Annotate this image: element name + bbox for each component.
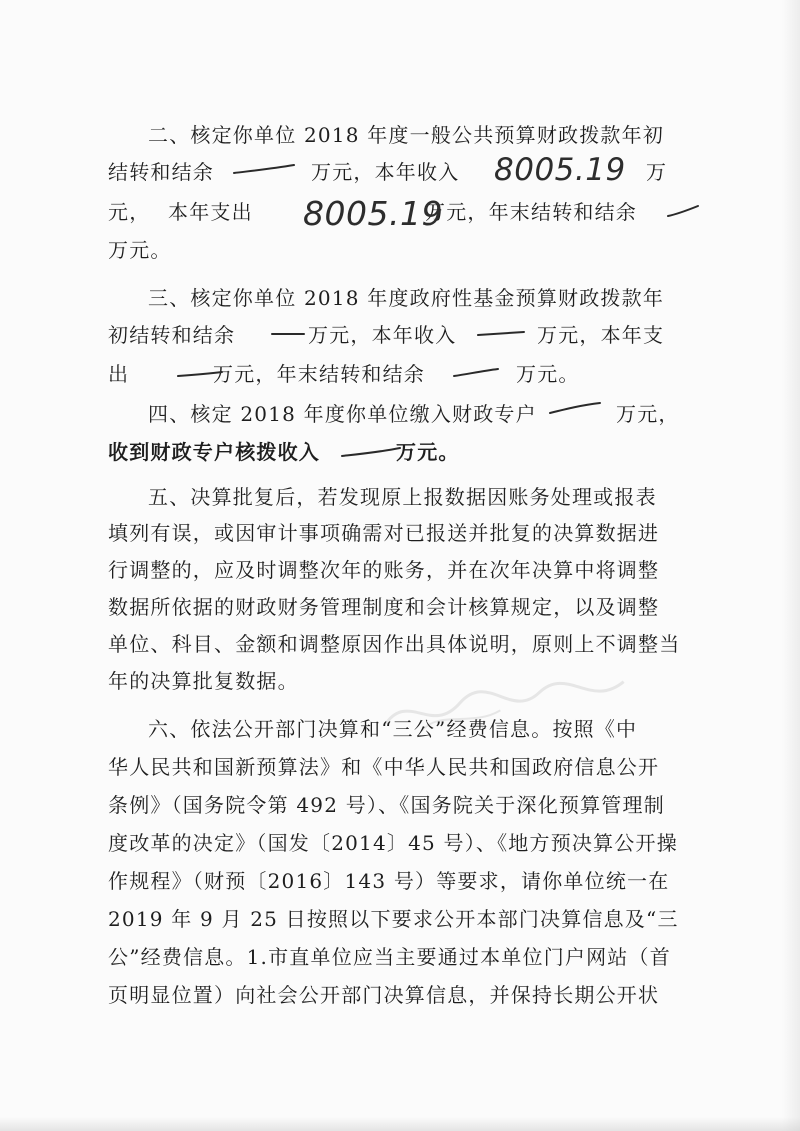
blank-dash-mark (176, 366, 224, 382)
paper-edge-shadow (782, 0, 800, 1131)
blank-dash-mark (270, 326, 306, 342)
blank-dash-mark (340, 444, 402, 460)
blank-dash-mark (666, 204, 700, 220)
handwritten-expense-amount: 8005.19 (303, 194, 443, 233)
blank-dash-mark (232, 163, 296, 179)
handwritten-income-amount: 8005.19 (494, 152, 626, 188)
blank-dash-mark (452, 365, 500, 381)
blank-dash-mark (548, 401, 602, 417)
blank-dash-mark (476, 326, 526, 342)
paper-bottom-shadow (0, 1117, 800, 1131)
document-page: 二、核定你单位 2018 年度一般公共预算财政拨款年初 结转和结余 万元，本年收入 万 8005.19 元， 本年支出 万元，年末结转和结余 8005.19 万元。 三、核定你单位 2018 年度政府性基金预算财政拨款年 初结转和结余 万元，本年收入 万元，本年支 出 万元，年末结转和结余 万元。 四、核定 2018 年度你单位缴入财政专户 万元， 收到财政专户核拨收入 万元。 五、决算批复后，若发现原上报数据因账务处理或报表 填列有误，或因审计事项确需对已报送并批复的决算数据进 行调整的，应及时调整次年的账务，并在次年决算中将调整 数据所依据的财政财务管理制度和会计核算规定，以及调整 单位、科目、金额和调整原因作出具体说明，原则上不调整当 年的决算批复数据。 六、依法公开部门决算和“三公”经费信息。按照《中 华人民共和国新预算法》和《中华人民共和国政府信息公开 条例》（国务院令第 492 号）、《国务院关于深化预算管理制 度改革的决定》（国发〔2014〕45 号）、《地方预决算公开操 作规程》（财预〔2016〕143 号）等要求，请你单位统一在 2019 年 9 月 25 日按照以下要求公开本部门决算信息及“三 公”经费信息。1.市直单位应当主要通过本单位门户网站（首 页明显位置）向社会公开部门决算信息，并保持长期公开状 (0, 0, 800, 1131)
